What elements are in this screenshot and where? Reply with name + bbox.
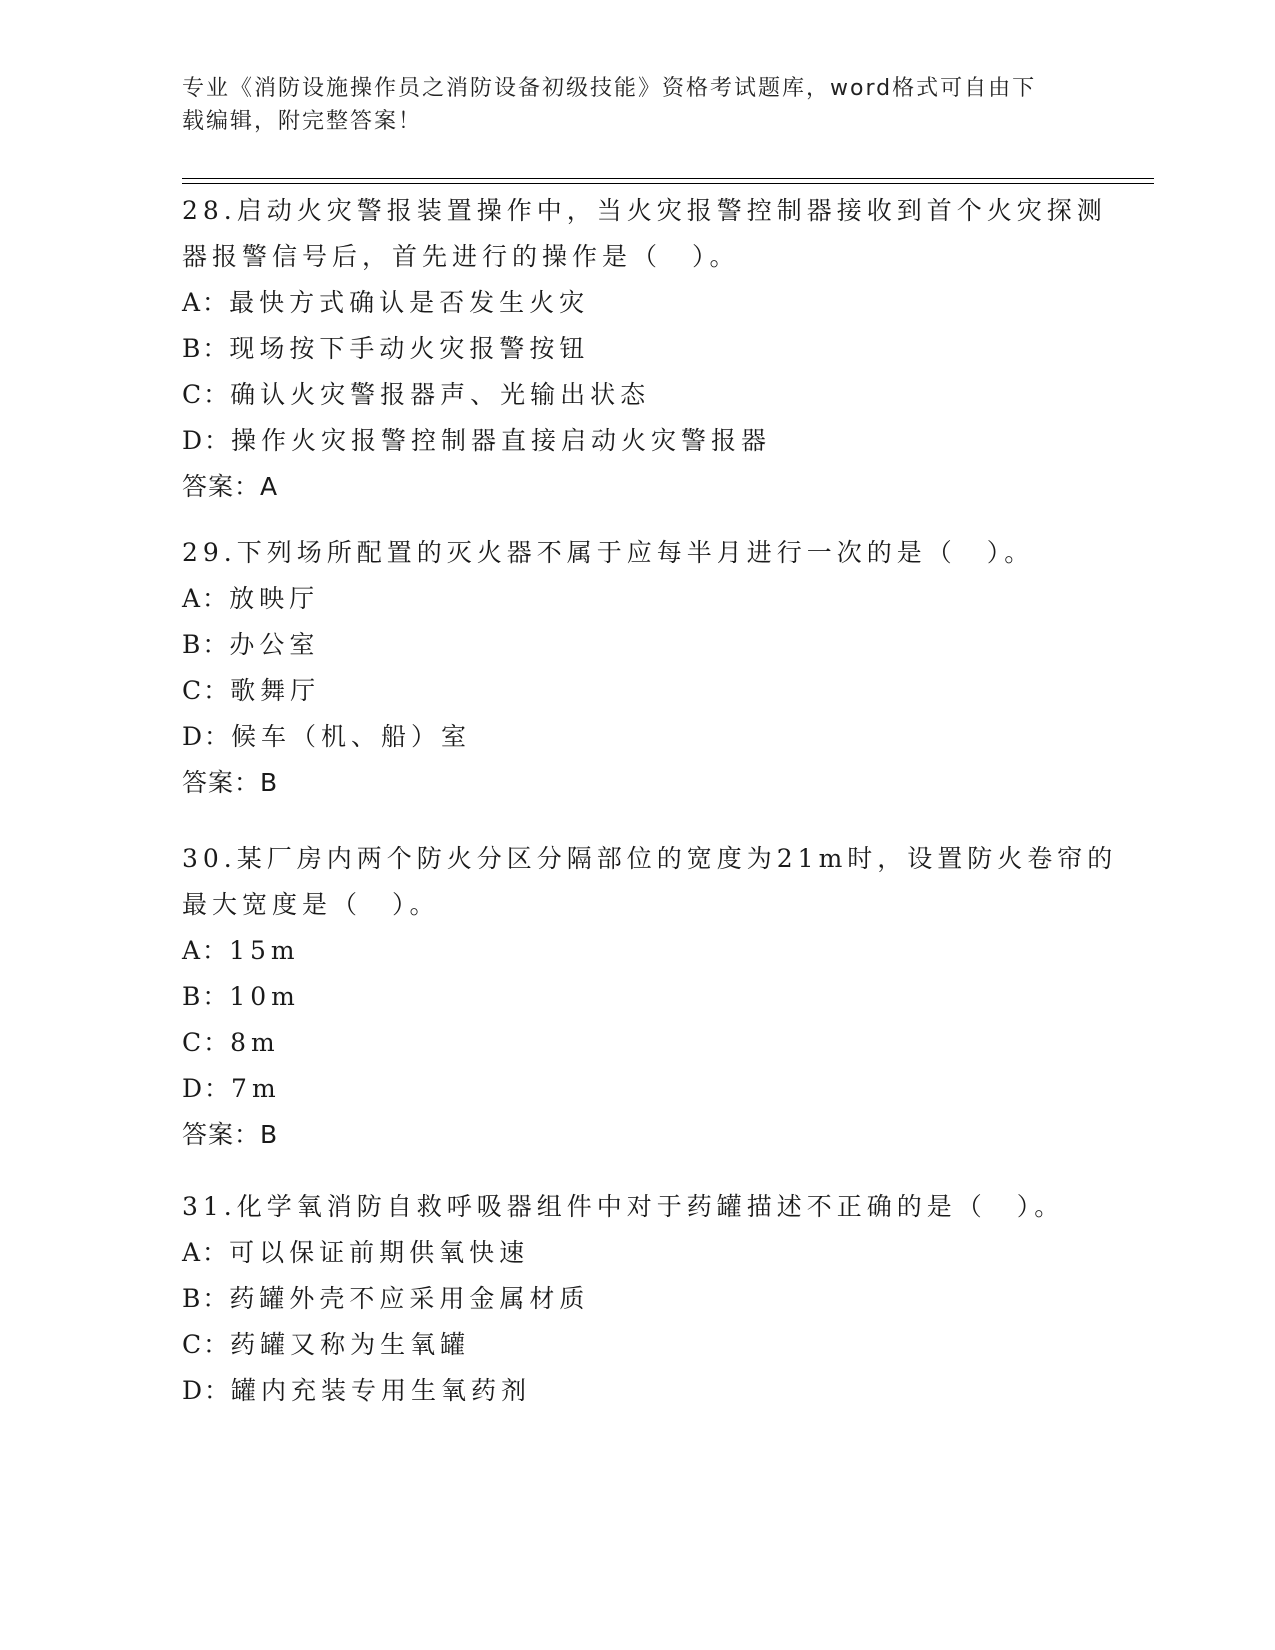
option-letter: D： bbox=[182, 722, 232, 751]
option-text: 确认火灾警报器声、光输出状态 bbox=[230, 380, 651, 409]
question-stem-line: 28.启动火灾警报装置操作中，当火灾报警控制器接收到首个火灾探测 bbox=[182, 196, 1107, 225]
option-c bbox=[182, 1322, 1082, 1368]
option-text: 药罐外壳不应采用金属材质 bbox=[229, 1284, 590, 1313]
option-letter: B： bbox=[182, 1284, 230, 1313]
header-line-2: 载编辑，附完整答案！ bbox=[182, 109, 423, 134]
option-a bbox=[182, 280, 1082, 326]
option-letter: B： bbox=[182, 334, 230, 363]
option-text: 7m bbox=[231, 1074, 281, 1103]
question-stem-line: 29.下列场所配置的灭火器不属于应每半月进行一次的是（ ）。 bbox=[182, 538, 1035, 567]
option-b bbox=[182, 974, 1082, 1020]
option-c bbox=[182, 1020, 1082, 1066]
option-b bbox=[182, 326, 1082, 372]
option-text: 可以保证前期供氧快速 bbox=[229, 1238, 530, 1267]
question-stem-line: 30.某厂房内两个防火分区分隔部位的宽度为21m时，设置防火卷帘的 bbox=[182, 844, 1118, 873]
document-header bbox=[182, 72, 1062, 138]
option-b bbox=[182, 622, 1082, 668]
option-letter: D： bbox=[182, 426, 232, 455]
option-text: 8m bbox=[230, 1028, 280, 1057]
answer-line: 答案：B bbox=[182, 768, 279, 797]
header-line-1: 专业《消防设施操作员之消防设备初级技能》资格考试题库，word格式可自由下 bbox=[182, 76, 1037, 101]
option-d bbox=[182, 714, 1082, 760]
option-c bbox=[182, 372, 1082, 418]
option-text: 办公室 bbox=[229, 630, 320, 659]
option-letter: A： bbox=[182, 288, 230, 317]
option-a bbox=[182, 928, 1082, 974]
question-28 bbox=[182, 188, 1107, 510]
question-stem-line: 器报警信号后，首先进行的操作是（ ）。 bbox=[182, 242, 740, 271]
question-31 bbox=[182, 1184, 1082, 1414]
option-text: 罐内充装专用生氧药剂 bbox=[231, 1376, 532, 1405]
option-text: 放映厅 bbox=[229, 584, 320, 613]
option-text: 药罐又称为生氧罐 bbox=[230, 1330, 471, 1359]
option-letter: C： bbox=[182, 676, 231, 705]
option-letter: C： bbox=[182, 1028, 231, 1057]
header-divider-top bbox=[182, 178, 1154, 179]
option-b bbox=[182, 1276, 1082, 1322]
answer-line: 答案：A bbox=[182, 472, 279, 501]
option-letter: D： bbox=[182, 1074, 232, 1103]
option-d bbox=[182, 1368, 1082, 1414]
option-text: 15m bbox=[229, 936, 300, 965]
option-text: 最快方式确认是否发生火灾 bbox=[229, 288, 590, 317]
option-text: 10m bbox=[229, 982, 300, 1011]
option-letter: C： bbox=[182, 1330, 231, 1359]
option-text: 现场按下手动火灾报警按钮 bbox=[229, 334, 590, 363]
option-letter: B： bbox=[182, 630, 230, 659]
option-letter: C： bbox=[182, 380, 231, 409]
question-30 bbox=[182, 836, 1118, 1158]
option-c bbox=[182, 668, 1082, 714]
question-stem-line: 31.化学氧消防自救呼吸器组件中对于药罐描述不正确的是（ ）。 bbox=[182, 1192, 1065, 1221]
option-text: 候车（机、船）室 bbox=[231, 722, 472, 751]
option-letter: A： bbox=[182, 584, 230, 613]
option-letter: D： bbox=[182, 1376, 232, 1405]
option-letter: A： bbox=[182, 936, 230, 965]
option-text: 操作火灾报警控制器直接启动火灾警报器 bbox=[231, 426, 772, 455]
option-a bbox=[182, 576, 1082, 622]
option-d bbox=[182, 1066, 1082, 1112]
option-a bbox=[182, 1230, 1082, 1276]
question-stem-line: 最大宽度是（ ）。 bbox=[182, 890, 440, 919]
option-letter: A： bbox=[182, 1238, 230, 1267]
question-29 bbox=[182, 530, 1082, 806]
option-letter: B： bbox=[182, 982, 230, 1011]
option-d bbox=[182, 418, 1082, 464]
option-text: 歌舞厅 bbox=[230, 676, 321, 705]
header-divider-bottom bbox=[182, 183, 1154, 184]
answer-line: 答案：B bbox=[182, 1120, 279, 1149]
